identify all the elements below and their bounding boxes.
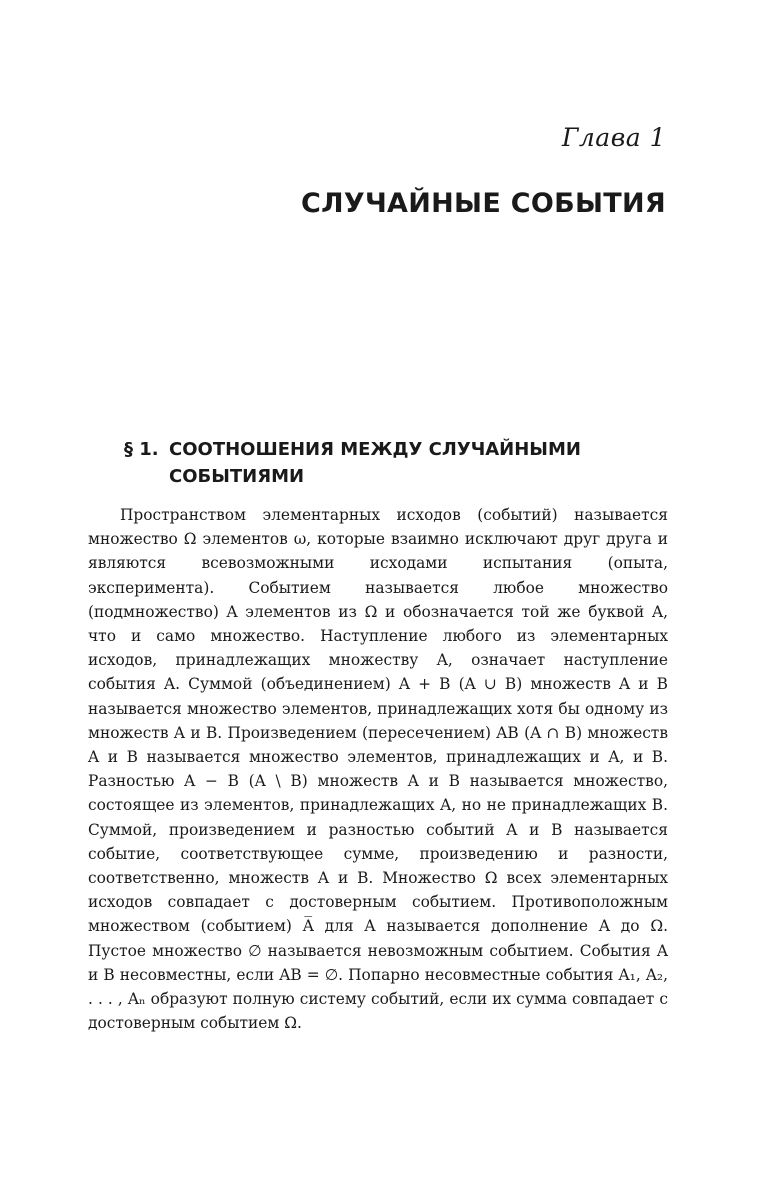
section-number: § 1. [124,439,159,460]
section-title-line2: СОБЫТИЯМИ [169,466,305,487]
section-title-line1: СООТНОШЕНИЯ МЕЖДУ СЛУЧАЙНЫМИ [169,439,581,460]
body-paragraph: Пространством элементарных исходов (событий) называется множество Ω элементов ω, которые взаимно исключают друг друга и являются всевозможными исходами испытания (опыта, эксперимента). Событием называется любое множество (подмножество) A элементов из Ω и обозначается той же буквой A, что и само множество. Наступление любого из элементарных исходов, принадлежащих множеству A, означает наступление события A. Суммой (объединением) A + B (A ∪ B) множеств A и B называется множество элементов, принадлежащих хотя бы одному из множеств A и B. Произведением (пересечением) AB (A ∩ B) множеств A и B называется множество элементов, принадлежащих и A, и B. Разностью A − B (A \ B) множеств A и B называется множество, состоящее из элементов, принадлежащих A, но не принадлежащих B. Суммой, произведением и разностью событий A и B называется событие, соответствующее сумме, произведению и разности, соответственно, множеств A и B. Множество Ω всех элементарных исходов совпадает с достоверным событием. Противоположным множеством (событием) A̅ для A называется дополнение A до Ω. Пустое множество ∅ называется невозможным событием. События A и B несовместны, если AB = ∅. Попарно несовместные события A₁, A₂, . . . , Aₙ образуют полную систему событий, если их сумма совпадает с достоверным событием Ω. [88,506,668,1033]
section-heading [124,436,581,490]
chapter-label: Глава 1 [561,123,666,152]
section-heading-line1 [124,436,581,463]
chapter-title: СЛУЧАЙНЫЕ СОБЫТИЯ [300,188,666,219]
